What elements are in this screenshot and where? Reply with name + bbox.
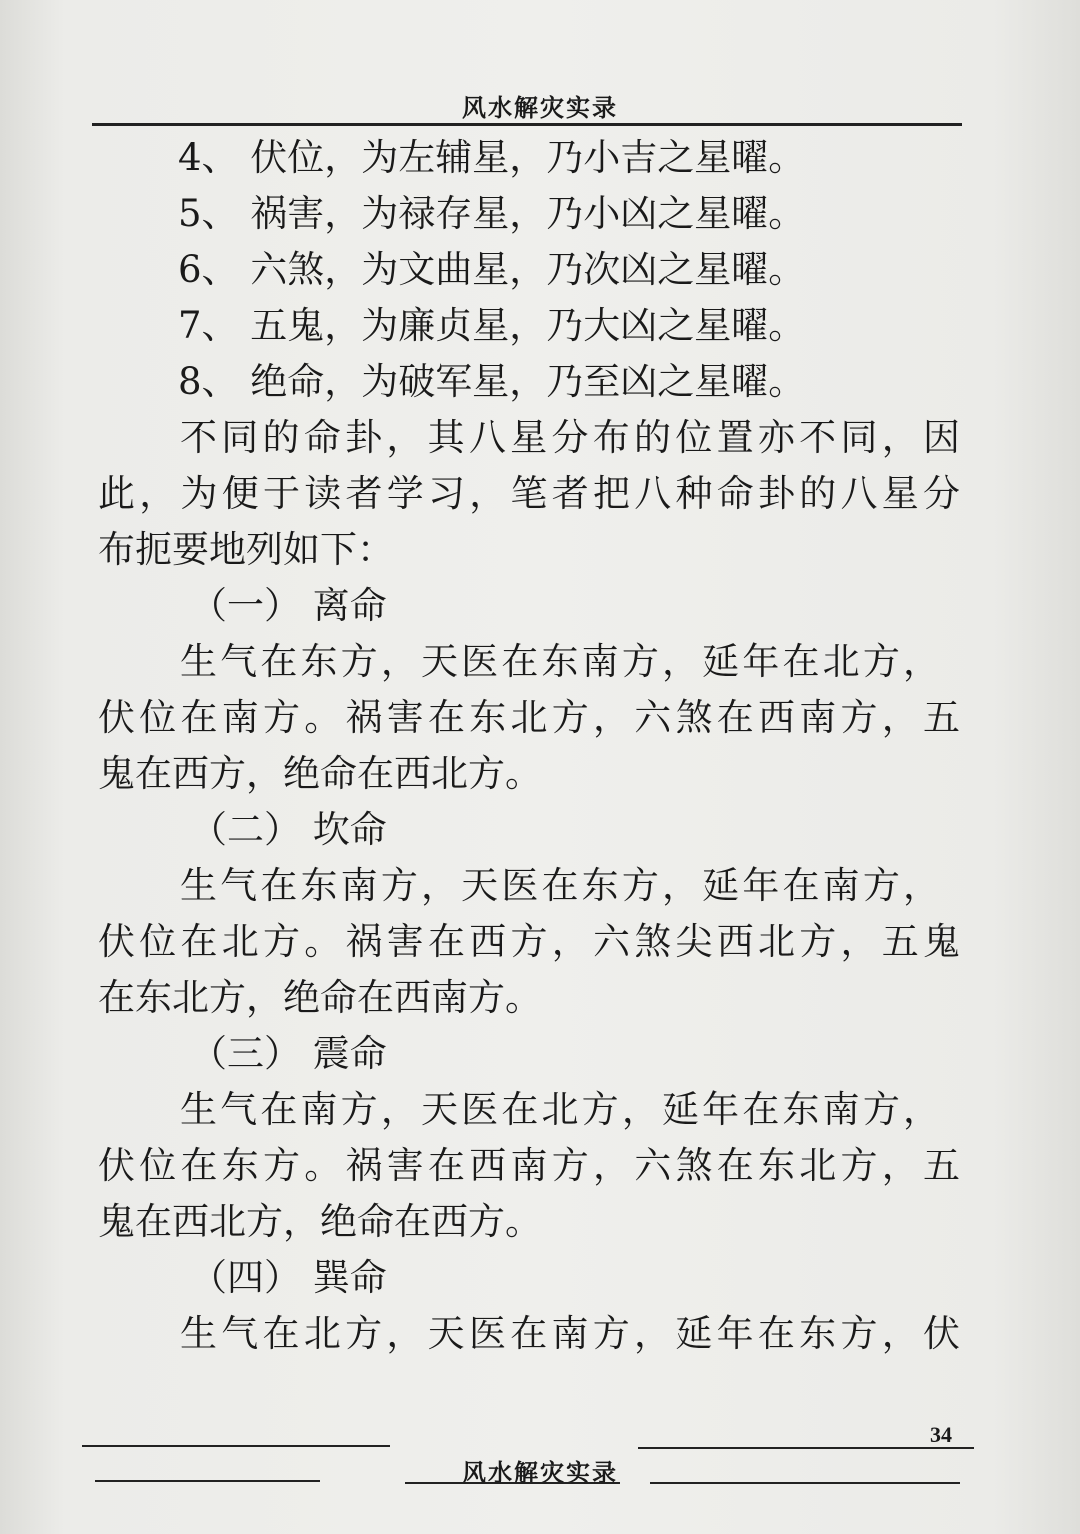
paragraph-line: 此，为便于读者学习，笔者把八种命卦的八星分: [98, 472, 960, 515]
section-heading: （一） 离命: [190, 584, 387, 627]
paragraph-line: 伏位在南方。祸害在东北方，六煞在西南方，五: [98, 696, 960, 739]
paragraph-line: 伏位在东方。祸害在西南方，六煞在东北方，五: [98, 1144, 960, 1187]
footer-title: 风水解灾实录: [462, 1458, 618, 1487]
star-list-item: 6、 六煞，为文曲星，乃次凶之星曜。: [178, 248, 806, 291]
header-rule: [92, 123, 962, 126]
page-number: 34: [930, 1422, 952, 1447]
paragraph-line: 生气在南方，天医在北方，延年在东南方，: [180, 1088, 940, 1131]
paragraph-line: 鬼在西北方，绝命在西方。: [98, 1200, 542, 1243]
paragraph-line: 伏位在北方。祸害在西方，六煞尖西北方，五鬼: [98, 920, 960, 963]
paragraph-line: 不同的命卦，其八星分布的位置亦不同，因: [180, 416, 960, 459]
footer-rule: [405, 1482, 620, 1484]
paragraph-line: 在东北方，绝命在西南方。: [98, 976, 542, 1019]
paragraph-line: 生气在东方，天医在东南方，延年在北方，: [180, 640, 940, 683]
star-list-item: 4、 伏位，为左辅星，乃小吉之星曜。: [178, 136, 806, 179]
section-heading: （二） 坎命: [190, 808, 387, 851]
footer-rule: [95, 1480, 320, 1482]
section-heading: （四） 巽命: [190, 1256, 387, 1299]
paragraph-line: 布扼要地列如下：: [98, 528, 394, 571]
footer-rule: [650, 1482, 960, 1484]
paragraph-line: 生气在东南方，天医在东方，延年在南方，: [180, 864, 940, 907]
star-list-item: 5、 祸害，为禄存星，乃小凶之星曜。: [178, 192, 806, 235]
star-list-item: 7、 五鬼，为廉贞星，乃大凶之星曜。: [178, 304, 806, 347]
running-header-title: 风水解灾实录: [462, 93, 618, 122]
footer-rule: [638, 1447, 974, 1449]
paragraph-line: 生气在北方，天医在南方，延年在东方，伏: [180, 1312, 960, 1355]
paragraph-line: 鬼在西方，绝命在西北方。: [98, 752, 542, 795]
footer-rule: [82, 1445, 390, 1447]
section-heading: （三） 震命: [190, 1032, 387, 1075]
star-list-item: 8、 绝命，为破军星，乃至凶之星曜。: [178, 360, 806, 403]
